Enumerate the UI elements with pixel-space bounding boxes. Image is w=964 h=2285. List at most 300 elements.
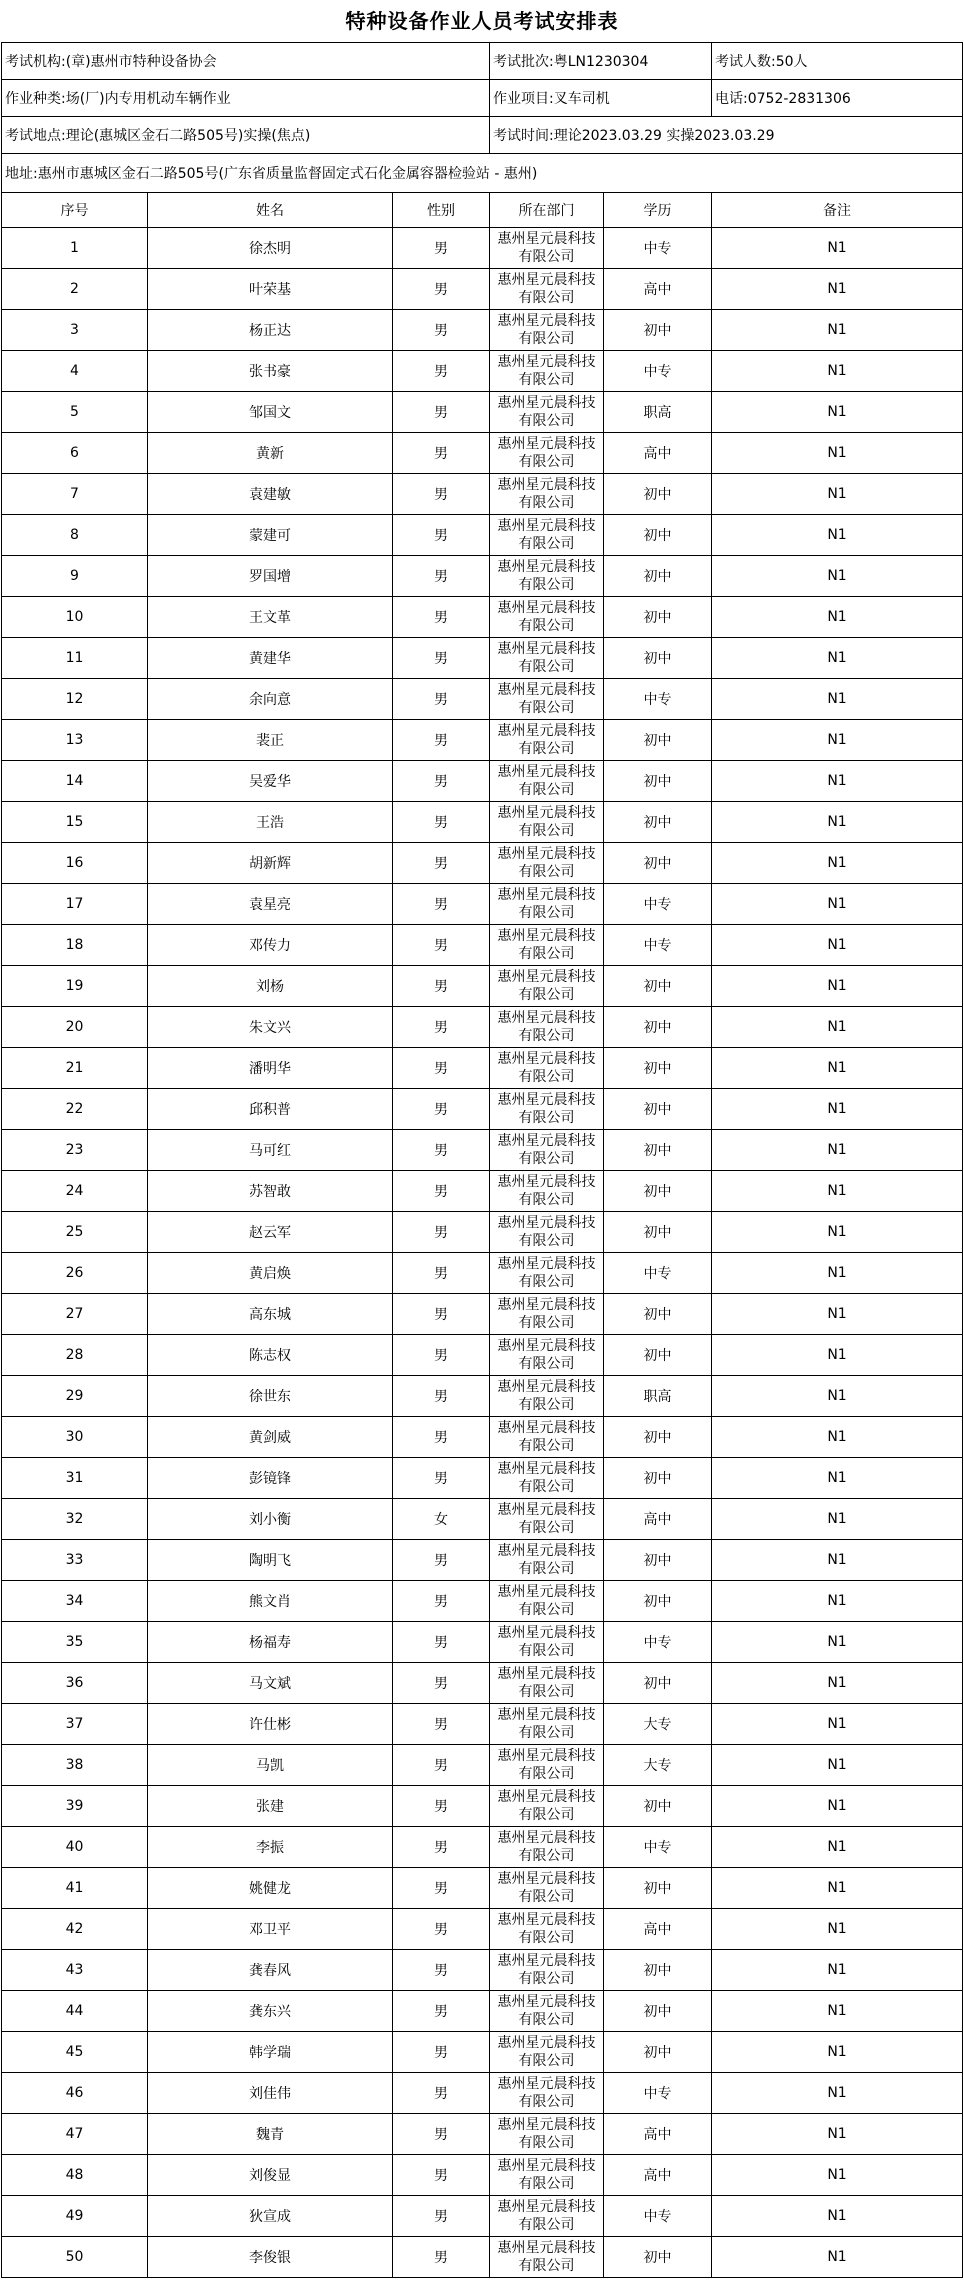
cell-education: 初中 — [604, 1335, 712, 1376]
cell-gender: 男 — [393, 1007, 490, 1048]
cell-department: 惠州星元晨科技有限公司 — [490, 884, 604, 925]
table-row — [2, 1663, 963, 1704]
cell-name: 叶荣基 — [148, 269, 393, 310]
cell-index: 29 — [2, 1376, 148, 1417]
cell-education: 中专 — [604, 925, 712, 966]
cell-name: 邓卫平 — [148, 1909, 393, 1950]
table-row — [2, 2114, 963, 2155]
cell-education: 中专 — [604, 679, 712, 720]
cell-gender: 男 — [393, 2073, 490, 2114]
header-gender: 性别 — [393, 193, 490, 228]
cell-gender: 男 — [393, 597, 490, 638]
cell-education: 初中 — [604, 1294, 712, 1335]
cell-index: 23 — [2, 1130, 148, 1171]
exam-batch: 考试批次:粤LN1230304 — [490, 43, 712, 80]
cell-gender: 男 — [393, 1417, 490, 1458]
cell-gender: 男 — [393, 679, 490, 720]
cell-name: 徐杰明 — [148, 228, 393, 269]
table-row — [2, 1540, 963, 1581]
cell-department: 惠州星元晨科技有限公司 — [490, 1827, 604, 1868]
table-row — [2, 1827, 963, 1868]
cell-education: 初中 — [604, 1950, 712, 1991]
cell-department: 惠州星元晨科技有限公司 — [490, 1499, 604, 1540]
cell-index: 2 — [2, 269, 148, 310]
cell-education: 初中 — [604, 1663, 712, 1704]
cell-name: 杨福寿 — [148, 1622, 393, 1663]
table-row — [2, 1253, 963, 1294]
cell-gender: 男 — [393, 843, 490, 884]
table-row — [2, 1335, 963, 1376]
cell-index: 18 — [2, 925, 148, 966]
cell-department: 惠州星元晨科技有限公司 — [490, 720, 604, 761]
cell-remark: N1 — [712, 843, 963, 884]
header-name: 姓名 — [148, 193, 393, 228]
table-row — [2, 1950, 963, 1991]
cell-index: 31 — [2, 1458, 148, 1499]
cell-index: 16 — [2, 843, 148, 884]
cell-remark: N1 — [712, 2155, 963, 2196]
contact-phone: 电话:0752-2831306 — [712, 80, 963, 117]
cell-gender: 男 — [393, 1458, 490, 1499]
work-project: 作业项目:叉车司机 — [490, 80, 712, 117]
cell-name: 黄新 — [148, 433, 393, 474]
cell-remark: N1 — [712, 228, 963, 269]
cell-gender: 男 — [393, 474, 490, 515]
cell-name: 韩学瑞 — [148, 2032, 393, 2073]
info-row-3 — [2, 117, 963, 154]
cell-index: 21 — [2, 1048, 148, 1089]
table-row — [2, 310, 963, 351]
cell-education: 初中 — [604, 1458, 712, 1499]
cell-remark: N1 — [712, 351, 963, 392]
exam-org: 考试机构:(章)惠州市特种设备协会 — [2, 43, 490, 80]
cell-gender: 男 — [393, 1212, 490, 1253]
cell-gender: 男 — [393, 1540, 490, 1581]
cell-index: 13 — [2, 720, 148, 761]
info-row-4 — [2, 154, 963, 193]
cell-gender: 男 — [393, 556, 490, 597]
cell-name: 朱文兴 — [148, 1007, 393, 1048]
table-row — [2, 228, 963, 269]
cell-gender: 男 — [393, 2155, 490, 2196]
cell-index: 14 — [2, 761, 148, 802]
cell-education: 中专 — [604, 1622, 712, 1663]
cell-education: 中专 — [604, 884, 712, 925]
table-row — [2, 1909, 963, 1950]
cell-index: 38 — [2, 1745, 148, 1786]
cell-index: 34 — [2, 1581, 148, 1622]
cell-gender: 男 — [393, 2196, 490, 2237]
cell-department: 惠州星元晨科技有限公司 — [490, 1048, 604, 1089]
cell-index: 36 — [2, 1663, 148, 1704]
table-row — [2, 720, 963, 761]
cell-gender: 男 — [393, 433, 490, 474]
cell-remark: N1 — [712, 474, 963, 515]
cell-index: 47 — [2, 2114, 148, 2155]
cell-gender: 男 — [393, 1335, 490, 1376]
table-row — [2, 679, 963, 720]
cell-index: 11 — [2, 638, 148, 679]
cell-education: 初中 — [604, 720, 712, 761]
cell-index: 4 — [2, 351, 148, 392]
cell-remark: N1 — [712, 269, 963, 310]
cell-education: 初中 — [604, 761, 712, 802]
cell-remark: N1 — [712, 2237, 963, 2278]
header-remark: 备注 — [712, 193, 963, 228]
cell-department: 惠州星元晨科技有限公司 — [490, 925, 604, 966]
cell-remark: N1 — [712, 1212, 963, 1253]
cell-remark: N1 — [712, 1704, 963, 1745]
cell-name: 马凯 — [148, 1745, 393, 1786]
cell-name: 邹国文 — [148, 392, 393, 433]
table-row — [2, 433, 963, 474]
cell-remark: N1 — [712, 1335, 963, 1376]
cell-remark: N1 — [712, 1745, 963, 1786]
table-row — [2, 351, 963, 392]
cell-name: 罗国增 — [148, 556, 393, 597]
cell-gender: 男 — [393, 925, 490, 966]
cell-name: 刘佳伟 — [148, 2073, 393, 2114]
cell-department: 惠州星元晨科技有限公司 — [490, 1540, 604, 1581]
cell-remark: N1 — [712, 2073, 963, 2114]
cell-department: 惠州星元晨科技有限公司 — [490, 1581, 604, 1622]
cell-remark: N1 — [712, 1499, 963, 1540]
cell-gender: 男 — [393, 1909, 490, 1950]
table-row — [2, 269, 963, 310]
cell-index: 20 — [2, 1007, 148, 1048]
cell-remark: N1 — [712, 392, 963, 433]
cell-gender: 男 — [393, 1704, 490, 1745]
cell-index: 19 — [2, 966, 148, 1007]
cell-department: 惠州星元晨科技有限公司 — [490, 1458, 604, 1499]
cell-name: 王文革 — [148, 597, 393, 638]
cell-department: 惠州星元晨科技有限公司 — [490, 1212, 604, 1253]
cell-index: 48 — [2, 2155, 148, 2196]
cell-index: 40 — [2, 1827, 148, 1868]
cell-gender: 男 — [393, 966, 490, 1007]
cell-name: 裴正 — [148, 720, 393, 761]
cell-department: 惠州星元晨科技有限公司 — [490, 2196, 604, 2237]
table-row — [2, 761, 963, 802]
cell-education: 初中 — [604, 638, 712, 679]
cell-name: 徐世东 — [148, 1376, 393, 1417]
table-row — [2, 474, 963, 515]
cell-department: 惠州星元晨科技有限公司 — [490, 1130, 604, 1171]
cell-department: 惠州星元晨科技有限公司 — [490, 1171, 604, 1212]
cell-remark: N1 — [712, 1417, 963, 1458]
table-row — [2, 1212, 963, 1253]
exam-schedule-table — [1, 42, 963, 2278]
cell-name: 王浩 — [148, 802, 393, 843]
header-index: 序号 — [2, 193, 148, 228]
info-row-2 — [2, 80, 963, 117]
table-row — [2, 2237, 963, 2278]
cell-education: 初中 — [604, 1868, 712, 1909]
cell-remark: N1 — [712, 597, 963, 638]
cell-remark: N1 — [712, 310, 963, 351]
cell-remark: N1 — [712, 556, 963, 597]
cell-department: 惠州星元晨科技有限公司 — [490, 1991, 604, 2032]
table-row — [2, 1704, 963, 1745]
cell-name: 袁星亮 — [148, 884, 393, 925]
cell-remark: N1 — [712, 1130, 963, 1171]
cell-gender: 男 — [393, 1663, 490, 1704]
cell-gender: 男 — [393, 310, 490, 351]
cell-index: 8 — [2, 515, 148, 556]
cell-education: 职高 — [604, 392, 712, 433]
cell-department: 惠州星元晨科技有限公司 — [490, 761, 604, 802]
cell-education: 初中 — [604, 1581, 712, 1622]
cell-index: 15 — [2, 802, 148, 843]
cell-remark: N1 — [712, 1048, 963, 1089]
cell-education: 中专 — [604, 2196, 712, 2237]
table-row — [2, 925, 963, 966]
cell-gender: 男 — [393, 1376, 490, 1417]
cell-index: 10 — [2, 597, 148, 638]
table-row — [2, 1786, 963, 1827]
cell-index: 42 — [2, 1909, 148, 1950]
table-row — [2, 556, 963, 597]
cell-index: 26 — [2, 1253, 148, 1294]
cell-gender: 男 — [393, 1991, 490, 2032]
cell-department: 惠州星元晨科技有限公司 — [490, 2073, 604, 2114]
cell-department: 惠州星元晨科技有限公司 — [490, 310, 604, 351]
cell-name: 魏青 — [148, 2114, 393, 2155]
cell-gender: 男 — [393, 2114, 490, 2155]
cell-index: 27 — [2, 1294, 148, 1335]
cell-department: 惠州星元晨科技有限公司 — [490, 966, 604, 1007]
table-row — [2, 638, 963, 679]
cell-remark: N1 — [712, 679, 963, 720]
cell-education: 初中 — [604, 843, 712, 884]
table-row — [2, 1376, 963, 1417]
cell-gender: 男 — [393, 2032, 490, 2073]
cell-index: 5 — [2, 392, 148, 433]
table-row — [2, 802, 963, 843]
cell-department: 惠州星元晨科技有限公司 — [490, 1007, 604, 1048]
cell-department: 惠州星元晨科技有限公司 — [490, 1704, 604, 1745]
table-row — [2, 1294, 963, 1335]
cell-gender: 男 — [393, 1171, 490, 1212]
cell-remark: N1 — [712, 1786, 963, 1827]
cell-department: 惠州星元晨科技有限公司 — [490, 1294, 604, 1335]
cell-name: 刘杨 — [148, 966, 393, 1007]
table-row — [2, 966, 963, 1007]
cell-remark: N1 — [712, 515, 963, 556]
cell-department: 惠州星元晨科技有限公司 — [490, 433, 604, 474]
cell-gender: 男 — [393, 392, 490, 433]
cell-remark: N1 — [712, 2114, 963, 2155]
cell-remark: N1 — [712, 1827, 963, 1868]
cell-index: 25 — [2, 1212, 148, 1253]
cell-department: 惠州星元晨科技有限公司 — [490, 515, 604, 556]
exam-location: 考试地点:理论(惠城区金石二路505号)实操(焦点) — [2, 117, 490, 154]
cell-gender: 男 — [393, 515, 490, 556]
cell-department: 惠州星元晨科技有限公司 — [490, 1417, 604, 1458]
cell-name: 袁建敏 — [148, 474, 393, 515]
cell-education: 初中 — [604, 474, 712, 515]
cell-department: 惠州星元晨科技有限公司 — [490, 1950, 604, 1991]
cell-index: 12 — [2, 679, 148, 720]
info-row-1 — [2, 43, 963, 80]
cell-name: 陈志权 — [148, 1335, 393, 1376]
cell-education: 初中 — [604, 515, 712, 556]
cell-remark: N1 — [712, 1171, 963, 1212]
header-education: 学历 — [604, 193, 712, 228]
cell-department: 惠州星元晨科技有限公司 — [490, 679, 604, 720]
cell-index: 50 — [2, 2237, 148, 2278]
table-row — [2, 1868, 963, 1909]
cell-department: 惠州星元晨科技有限公司 — [490, 1909, 604, 1950]
cell-department: 惠州星元晨科技有限公司 — [490, 638, 604, 679]
cell-index: 1 — [2, 228, 148, 269]
cell-department: 惠州星元晨科技有限公司 — [490, 228, 604, 269]
cell-gender: 男 — [393, 802, 490, 843]
cell-education: 高中 — [604, 2155, 712, 2196]
cell-name: 张建 — [148, 1786, 393, 1827]
cell-department: 惠州星元晨科技有限公司 — [490, 1622, 604, 1663]
cell-education: 初中 — [604, 1048, 712, 1089]
cell-name: 潘明华 — [148, 1048, 393, 1089]
cell-name: 邱积普 — [148, 1089, 393, 1130]
cell-education: 初中 — [604, 1540, 712, 1581]
cell-remark: N1 — [712, 1294, 963, 1335]
cell-name: 姚健龙 — [148, 1868, 393, 1909]
cell-index: 30 — [2, 1417, 148, 1458]
cell-education: 初中 — [604, 1130, 712, 1171]
table-row — [2, 1089, 963, 1130]
cell-education: 初中 — [604, 1212, 712, 1253]
cell-name: 龚春风 — [148, 1950, 393, 1991]
cell-gender: 男 — [393, 1868, 490, 1909]
cell-remark: N1 — [712, 1376, 963, 1417]
cell-remark: N1 — [712, 1458, 963, 1499]
header-department: 所在部门 — [490, 193, 604, 228]
cell-name: 刘小衡 — [148, 1499, 393, 1540]
cell-index: 9 — [2, 556, 148, 597]
cell-gender: 男 — [393, 884, 490, 925]
cell-name: 赵云军 — [148, 1212, 393, 1253]
cell-department: 惠州星元晨科技有限公司 — [490, 269, 604, 310]
cell-remark: N1 — [712, 884, 963, 925]
work-category: 作业种类:场(厂)内专用机动车辆作业 — [2, 80, 490, 117]
table-row — [2, 1417, 963, 1458]
cell-remark: N1 — [712, 720, 963, 761]
cell-gender: 男 — [393, 2237, 490, 2278]
cell-index: 24 — [2, 1171, 148, 1212]
cell-gender: 女 — [393, 1499, 490, 1540]
cell-education: 初中 — [604, 556, 712, 597]
cell-index: 32 — [2, 1499, 148, 1540]
cell-education: 高中 — [604, 1909, 712, 1950]
cell-remark: N1 — [712, 1663, 963, 1704]
cell-name: 彭镜锋 — [148, 1458, 393, 1499]
cell-gender: 男 — [393, 269, 490, 310]
cell-department: 惠州星元晨科技有限公司 — [490, 1335, 604, 1376]
cell-name: 龚东兴 — [148, 1991, 393, 2032]
cell-department: 惠州星元晨科技有限公司 — [490, 1253, 604, 1294]
cell-gender: 男 — [393, 1786, 490, 1827]
cell-education: 初中 — [604, 2237, 712, 2278]
cell-name: 马文斌 — [148, 1663, 393, 1704]
cell-gender: 男 — [393, 638, 490, 679]
cell-department: 惠州星元晨科技有限公司 — [490, 1786, 604, 1827]
cell-education: 中专 — [604, 1827, 712, 1868]
table-row — [2, 1458, 963, 1499]
cell-name: 黄建华 — [148, 638, 393, 679]
cell-remark: N1 — [712, 1909, 963, 1950]
cell-education: 大专 — [604, 1745, 712, 1786]
cell-gender: 男 — [393, 1253, 490, 1294]
cell-education: 初中 — [604, 1007, 712, 1048]
cell-name: 陶明飞 — [148, 1540, 393, 1581]
table-row — [2, 1499, 963, 1540]
cell-index: 17 — [2, 884, 148, 925]
cell-department: 惠州星元晨科技有限公司 — [490, 351, 604, 392]
cell-department: 惠州星元晨科技有限公司 — [490, 802, 604, 843]
cell-department: 惠州星元晨科技有限公司 — [490, 2032, 604, 2073]
cell-department: 惠州星元晨科技有限公司 — [490, 2237, 604, 2278]
cell-remark: N1 — [712, 925, 963, 966]
cell-education: 高中 — [604, 269, 712, 310]
cell-gender: 男 — [393, 228, 490, 269]
cell-department: 惠州星元晨科技有限公司 — [490, 843, 604, 884]
cell-department: 惠州星元晨科技有限公司 — [490, 556, 604, 597]
cell-department: 惠州星元晨科技有限公司 — [490, 1089, 604, 1130]
cell-remark: N1 — [712, 802, 963, 843]
cell-index: 41 — [2, 1868, 148, 1909]
cell-department: 惠州星元晨科技有限公司 — [490, 474, 604, 515]
cell-index: 45 — [2, 2032, 148, 2073]
cell-education: 初中 — [604, 966, 712, 1007]
cell-index: 44 — [2, 1991, 148, 2032]
cell-remark: N1 — [712, 1622, 963, 1663]
cell-department: 惠州星元晨科技有限公司 — [490, 1745, 604, 1786]
cell-education: 初中 — [604, 310, 712, 351]
cell-education: 中专 — [604, 2073, 712, 2114]
cell-index: 37 — [2, 1704, 148, 1745]
cell-gender: 男 — [393, 1950, 490, 1991]
exam-count: 考试人数:50人 — [712, 43, 963, 80]
cell-index: 28 — [2, 1335, 148, 1376]
cell-remark: N1 — [712, 1540, 963, 1581]
cell-education: 中专 — [604, 1253, 712, 1294]
page-title: 特种设备作业人员考试安排表 — [345, 9, 619, 33]
cell-name: 高东城 — [148, 1294, 393, 1335]
cell-department: 惠州星元晨科技有限公司 — [490, 2114, 604, 2155]
cell-index: 3 — [2, 310, 148, 351]
exam-time: 考试时间:理论2023.03.29 实操2023.03.29 — [490, 117, 963, 154]
cell-remark: N1 — [712, 1950, 963, 1991]
cell-education: 初中 — [604, 1417, 712, 1458]
cell-remark: N1 — [712, 2196, 963, 2237]
cell-gender: 男 — [393, 1745, 490, 1786]
table-header-row — [2, 193, 963, 228]
cell-name: 狄宣成 — [148, 2196, 393, 2237]
cell-name: 苏智敢 — [148, 1171, 393, 1212]
table-row — [2, 2073, 963, 2114]
cell-name: 蒙建可 — [148, 515, 393, 556]
cell-gender: 男 — [393, 1294, 490, 1335]
cell-department: 惠州星元晨科技有限公司 — [490, 1663, 604, 1704]
cell-department: 惠州星元晨科技有限公司 — [490, 597, 604, 638]
cell-education: 高中 — [604, 2114, 712, 2155]
cell-index: 33 — [2, 1540, 148, 1581]
cell-name: 邓传力 — [148, 925, 393, 966]
cell-index: 6 — [2, 433, 148, 474]
cell-gender: 男 — [393, 1622, 490, 1663]
cell-name: 李俊银 — [148, 2237, 393, 2278]
